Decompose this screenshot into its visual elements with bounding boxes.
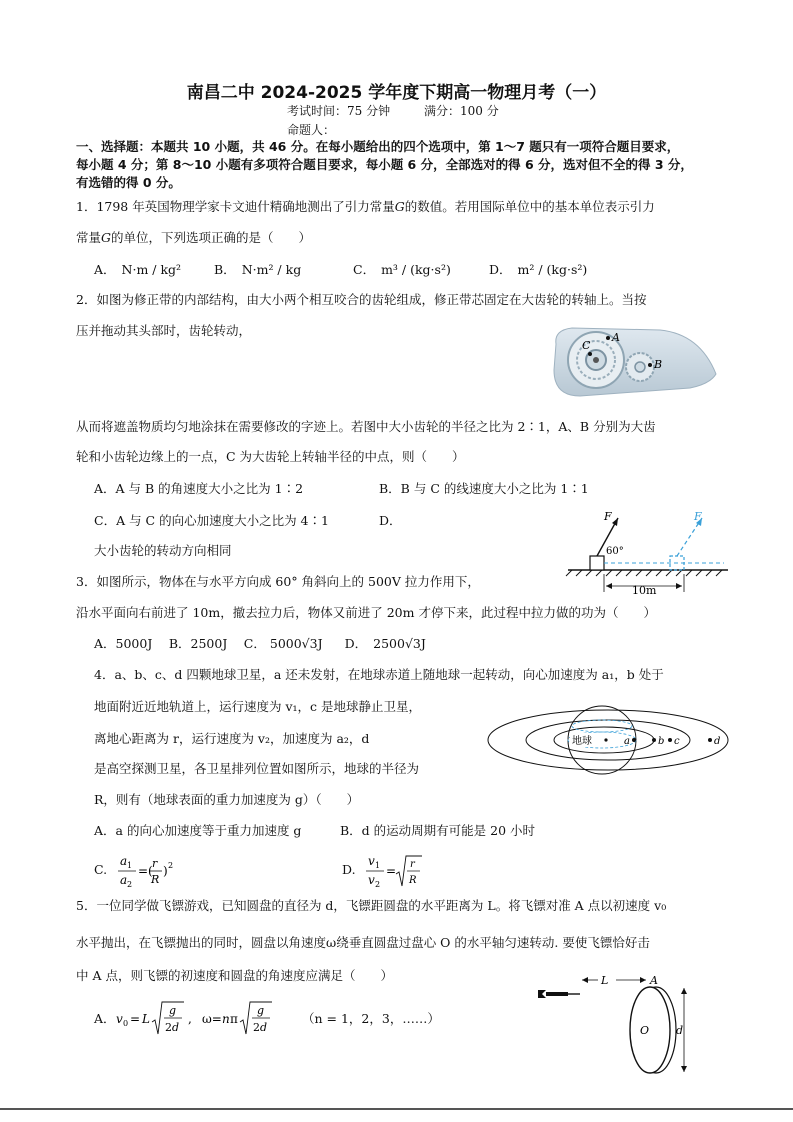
dart-figure <box>534 970 694 1082</box>
author-label: 命题人： <box>287 123 336 137</box>
q2-option-d-text: 大小齿轮的转动方向相同 <box>94 543 232 558</box>
svg-text:2: 2 <box>253 1021 260 1034</box>
force-arrow-1 <box>612 518 618 526</box>
q2-stem-line4: 轮和小齿轮边缘上的一点，C 为大齿轮上转轴半径的中点，则（ ） <box>76 449 465 464</box>
svg-text:ω=: ω= <box>202 1012 222 1026</box>
q4-stem-line2: 地面附近近地轨道上，运行速度为 v₁，c 是地球静止卫星， <box>94 699 422 714</box>
orbit-c <box>526 720 690 760</box>
section-instructions-line1: 一、选择题：本题共 10 小题，共 46 分。在每小题给出的四个选项中，第 1～7 题只有一项符合题目要求， <box>76 139 680 154</box>
q1-option-a: A． N·m / kg² <box>94 262 182 277</box>
svg-text:L: L <box>142 1012 150 1026</box>
earth-label: 地球 <box>572 736 592 747</box>
label-d: d <box>676 1024 684 1037</box>
q4-option-c-label: C. <box>94 862 108 877</box>
label-sat-c: c <box>674 736 680 747</box>
q1-stem-line1: 1．1798 年英国物理学家卡文迪什精确地测出了引力常量G的数值。若用国际单位中的基本单位表示引力 <box>76 199 655 214</box>
svg-text:0: 0 <box>123 1019 129 1028</box>
section-instructions-line2: 每小题 4 分；第 8～10 小题有多项符合题目要求，每小题 6 分，全部选对的得 6 分，选对但不全的得 3 分， <box>76 157 693 172</box>
svg-text:2: 2 <box>168 861 174 870</box>
section-instructions-line3: 有选错的得 0 分。 <box>76 175 181 190</box>
label-l: L <box>601 974 609 987</box>
q5-stem-line1: 5．一位同学做飞镖游戏，已知圆盘的直径为 d，飞镖距圆盘的水平距离为 L。将飞镖对准 A 点以初速度 v₀ <box>76 898 667 913</box>
label-a: A <box>650 974 658 987</box>
q2-option-a: A．A 与 B 的角速度大小之比为 1∶2 <box>94 481 304 496</box>
q2-stem-line3: 从而将遮盖物质均匀地涂抹在需要修改的字迹上。若图中大小齿轮的半径之比为 2∶1，A、B 分别为大齿 <box>76 419 656 434</box>
svg-text:R: R <box>409 875 417 886</box>
distance-label: 10m <box>632 584 657 597</box>
q3-stem-line1: 3．如图所示，物体在与水平方向成 60° 角斜向上的 500V 拉力作用下， <box>76 574 480 589</box>
q4-option-d-label: D. <box>342 862 356 877</box>
point-b <box>648 363 652 367</box>
svg-text:d: d <box>172 1021 180 1034</box>
svg-text:π: π <box>230 1012 238 1026</box>
orbit-d <box>488 710 728 770</box>
dart-tail <box>538 990 546 998</box>
point-c <box>588 352 592 356</box>
full-score: 满分：100 分 <box>424 104 499 118</box>
label-c: C <box>582 339 591 352</box>
svg-text:2: 2 <box>165 1021 172 1034</box>
q1-option-d: D． m² / (kg·s²) <box>489 262 588 277</box>
page-title: 南昌二中 2024-2025 学年度下期高一物理月考（一） <box>186 83 607 103</box>
label-b: B <box>654 358 663 371</box>
q2-option-c: C．A 与 C 的向心加速度大小之比为 4∶1 <box>94 513 329 528</box>
q1-option-c: C． m³ / (kg·s²) <box>353 262 451 277</box>
q5-stem-line2: 水平抛出，在飞镖抛出的同时，圆盘以角速度ω绕垂直圆盘过盘心 O 的水平轴匀速转动. 要使飞镖恰好击 <box>76 935 650 950</box>
correction-tape-figure <box>550 322 718 402</box>
q4-stem-line3: 离地心距离为 r，运行速度为 v₂，加速度为 a₂，d <box>94 731 370 746</box>
q2-option-d: D． <box>379 513 402 528</box>
svg-text:=: = <box>386 864 397 878</box>
svg-text:,: , <box>188 1012 192 1026</box>
svg-text:v: v <box>368 873 375 887</box>
label-sat-d: d <box>714 736 721 747</box>
svg-text:a: a <box>120 854 128 868</box>
label-o: O <box>640 1024 650 1037</box>
svg-text:r: r <box>152 857 158 870</box>
svg-text:d: d <box>260 1021 268 1034</box>
svg-text:2: 2 <box>375 880 381 889</box>
svg-text:g: g <box>257 1004 265 1017</box>
q2-option-b: B．B 与 C 的线速度大小之比为 1∶1 <box>379 481 589 496</box>
svg-text:=: = <box>130 1012 141 1026</box>
q4-stem-line5: R，则有（地球表面的重力加速度为 g）（ ） <box>94 792 360 807</box>
q1-stem-line2: 常量G的单位，下列选项正确的是（ ） <box>76 230 312 245</box>
svg-text:1: 1 <box>127 861 133 870</box>
q5-stem-line3: 中 A 点，则飞镖的初速度和圆盘的角速度应满足（ ） <box>76 968 393 983</box>
q5-option-a-tail: （n = 1，2，3，……） <box>302 1011 440 1026</box>
label-sat-a: a <box>624 736 630 747</box>
svg-text:v: v <box>116 1012 123 1026</box>
q3-options: A．5000J B．2500J C． 5000√3J D． 2500√3J <box>94 636 426 651</box>
q2-stem-line1: 2．如图为修正带的内部结构，由大小两个相互咬合的齿轮组成，修正带芯固定在大齿轮的转轴上。当按 <box>76 292 647 307</box>
svg-text:=(: =( <box>138 864 153 878</box>
q4-option-d-formula <box>364 852 424 890</box>
svg-text:1: 1 <box>375 861 381 870</box>
svg-text:r: r <box>410 859 415 870</box>
q4-stem-line4: 是高空探测卫星，各卫星排列位置如图所示，地球的半径为 <box>94 761 420 776</box>
q1-option-b: B． N·m² / kg <box>214 262 302 277</box>
force-figure <box>560 506 732 602</box>
q4-stem-line1: 4．a、b、c、d 四颗地球卫星，a 还未发射，在地球赤道上随地球一起转动，向心加速度为 a₁，b 处于 <box>94 667 664 682</box>
q2-stem-line2: 压并拖动其头部时，齿轮转动， <box>76 323 252 338</box>
point-a <box>606 336 610 340</box>
page-bottom-rule <box>0 1108 793 1110</box>
svg-text:): ) <box>163 864 168 878</box>
q3-stem-line2: 沿水平面向右前进了 10m，撤去拉力后，物体又前进了 20m 才停下来，此过程中拉力做的功为（ ） <box>76 605 656 620</box>
svg-text:2: 2 <box>127 880 133 889</box>
exam-time: 考试时间：75 分钟 <box>287 104 391 118</box>
dart-body <box>546 992 568 996</box>
q5-option-a-formula <box>114 996 294 1040</box>
q5-option-a-label: A． <box>94 1011 116 1026</box>
force-label-2: F <box>694 510 702 523</box>
block-start <box>590 556 604 570</box>
q4-option-b: B．d 的运动周期有可能是 20 小时 <box>340 823 536 838</box>
angle-label: 60° <box>606 546 624 557</box>
svg-text:g: g <box>169 1004 177 1017</box>
q4-option-c-formula <box>116 852 176 890</box>
svg-text:n: n <box>222 1012 230 1026</box>
q4-option-a: A．a 的向心加速度等于重力加速度 g <box>94 823 302 838</box>
svg-text:R: R <box>151 873 160 886</box>
force-label-1: F <box>604 510 612 523</box>
label-sat-b: b <box>658 736 665 747</box>
label-a: A <box>612 331 620 344</box>
orbit-figure <box>484 704 734 784</box>
svg-text:a: a <box>120 873 128 887</box>
svg-text:v: v <box>368 854 375 868</box>
